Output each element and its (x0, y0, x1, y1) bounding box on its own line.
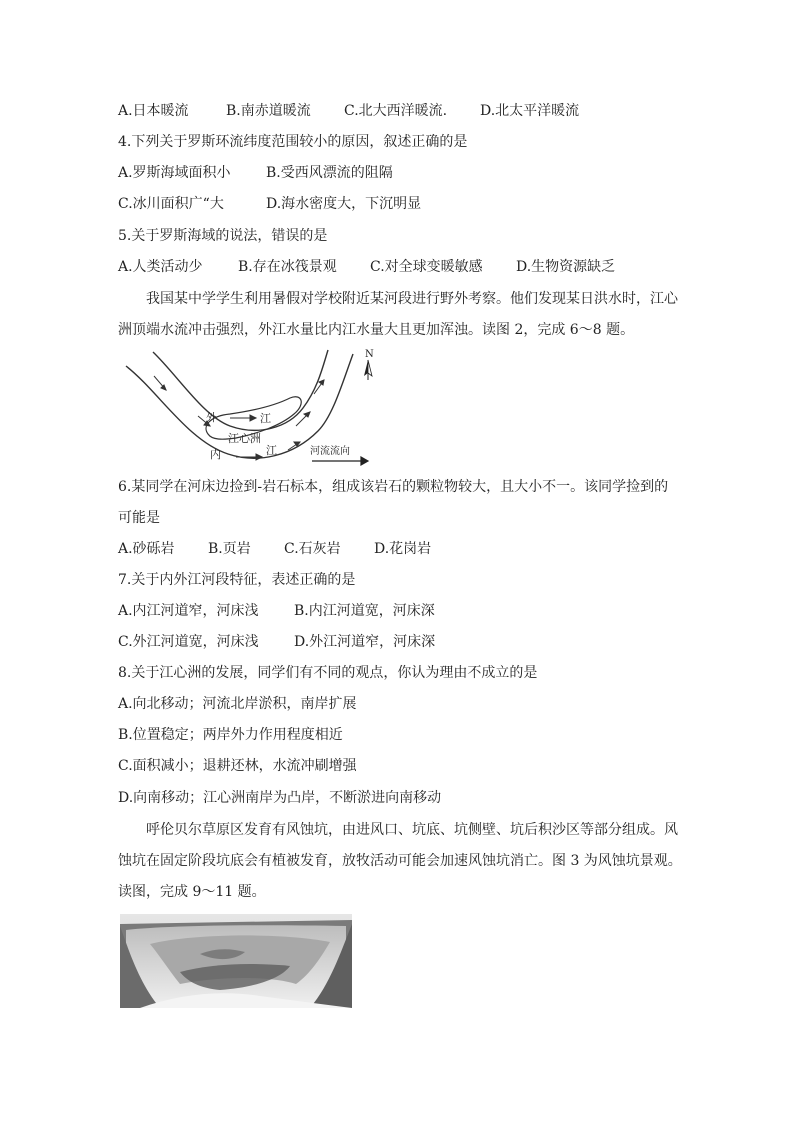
passage3-line1: 呼伦贝尔草原区发育有风蚀坑，由进风口、坑底、坑侧壁、坑后积沙区等部分组成。风 (146, 822, 678, 838)
q4-options-row1 (118, 163, 393, 183)
q5-option-b: B.存在冰筏景观 (238, 259, 337, 275)
q8-option-a: A.向北移动；河流北岸淤积，南岸扩展 (118, 696, 357, 712)
island-label: 江心洲 (228, 432, 261, 445)
q7-option-d: D.外江河道窄，河床深 (294, 634, 436, 650)
q8-option-d: D.向南移动；江心洲南岸为凸岸，不断淤进向南移动 (118, 790, 442, 806)
q4-option-b: B.受西风漂流的阻隔 (266, 165, 393, 181)
inner-river-label-1: 内 (210, 448, 221, 461)
q8-option-c: C.面积减小；退耕还林，水流冲刷增强 (118, 758, 357, 774)
river-diagram (118, 346, 398, 468)
flow-direction-arrow (312, 457, 368, 465)
q5-option-c: C.对全球变暖敏感 (370, 259, 483, 275)
q6-option-c: C.石灰岩 (284, 541, 341, 557)
outer-river-label-1: 外 (206, 411, 217, 424)
q4-stem: 4.下列关于罗斯环流纬度范围较小的原因，叙述正确的是 (118, 134, 468, 150)
q6-options (118, 539, 431, 559)
q5-options (118, 257, 615, 277)
q7-option-b: B.内江河道宽，河床深 (294, 603, 435, 619)
q7-options-row2 (118, 632, 435, 652)
q7-stem: 7.关于内外江河段特征，表述正确的是 (118, 572, 356, 588)
q3-option-a: A.日本暖流 (118, 103, 189, 119)
q7-option-a: A.内江河道窄，河床浅 (118, 603, 259, 619)
q5-option-a: A.人类活动少 (118, 259, 203, 275)
north-arrow-icon (364, 360, 372, 380)
q6-option-d: D.花岗岩 (374, 541, 432, 557)
q3-option-b: B.南赤道暖流 (226, 103, 311, 119)
q6-option-b: B.页岩 (208, 541, 251, 557)
q5-option-d: D.生物资源缺乏 (516, 259, 616, 275)
q7-options-row1 (118, 601, 435, 621)
q5-stem: 5.关于罗斯海域的说法，错误的是 (118, 228, 328, 244)
q3-option-c: C.北大西洋暖流. (344, 103, 448, 119)
outer-river-label-2: 江 (260, 412, 271, 425)
q8-stem: 8.关于江心洲的发展，同学们有不同的观点，你认为理由不成立的是 (118, 665, 538, 681)
q4-option-d: D.海水密度大，下沉明显 (266, 196, 422, 212)
blowout-photo (120, 914, 352, 1008)
q6-stem-line1: 6.某同学在河床边捡到-岩石标本，组成该岩石的颗粒物较大，且大小不一。该同学捡到的 (118, 479, 669, 495)
q3-options (118, 101, 579, 121)
q4-option-c: C.冰川面积广“大 (118, 196, 224, 212)
passage3-line3: 读图，完成 9～11 题。 (118, 884, 266, 900)
passage2-line1: 我国某中学学生利用暑假对学校附近某河段进行野外考察。他们发现某日洪水时，江心 (146, 291, 678, 307)
q6-stem-line2: 可能是 (118, 510, 160, 526)
q7-option-c: C.外江河道宽，河床浅 (118, 634, 259, 650)
q4-options-row2 (118, 194, 421, 214)
q4-option-a: A.罗斯海域面积小 (118, 165, 231, 181)
inner-river-label-2: 江 (266, 444, 277, 457)
q6-option-a: A.砂砾岩 (118, 541, 175, 557)
flow-direction-label: 河流流向 (310, 446, 350, 457)
q8-option-b: B.位置稳定；两岸外力作用程度相近 (118, 727, 343, 743)
passage3-line2: 蚀坑在固定阶段坑底会有植被发育，放牧活动可能会加速风蚀坑消亡。图 3 为风蚀坑景观。 (118, 853, 682, 869)
north-label: N (365, 349, 374, 360)
q3-option-d: D.北太平洋暖流 (480, 103, 580, 119)
passage2-line2: 洲顶端水流冲击强烈，外江水量比内江水量大且更加浑浊。读图 2，完成 6～8 题。 (118, 322, 635, 338)
flow-arrows (154, 376, 324, 460)
